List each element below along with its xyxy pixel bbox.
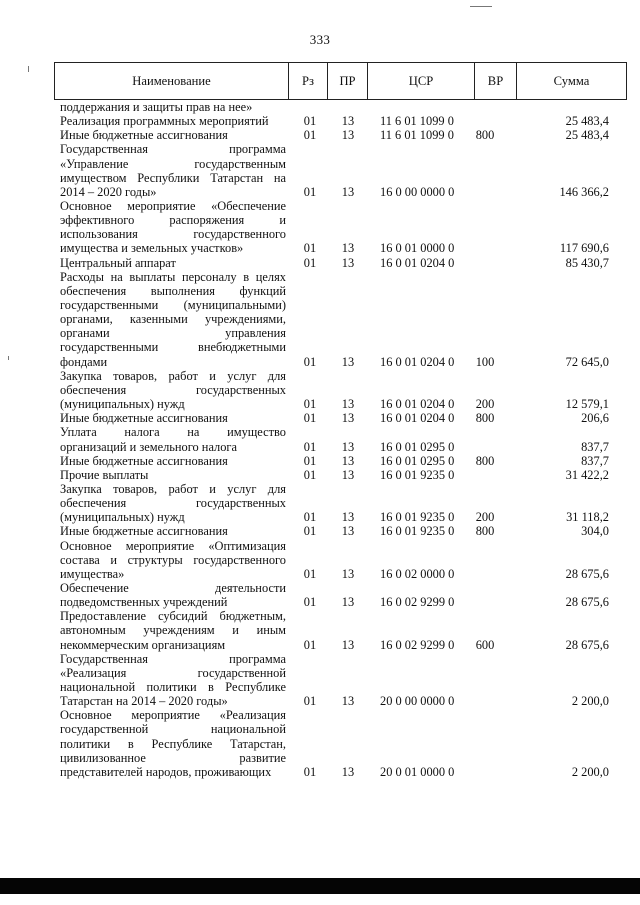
row-csr: 16 0 02 0000 0 <box>380 566 455 581</box>
row-name-line: (муниципальных) нужд <box>60 510 185 525</box>
row-sum: 117 690,6 <box>559 241 609 256</box>
row-name-line: Основное мероприятие «Оптимизация <box>60 538 286 553</box>
row-name-line: имуществом Республики Татарстан на <box>60 170 286 185</box>
row-name-line: Иные бюджетные ассигнования <box>60 411 228 426</box>
table-row <box>0 468 640 482</box>
row-sum: 12 579,1 <box>565 397 609 412</box>
row-csr: 16 0 01 0295 0 <box>380 453 455 468</box>
row-name-line: Иные бюджетные ассигнования <box>60 453 228 468</box>
row-name <box>60 425 286 453</box>
row-name-line: Иные бюджетные ассигнования <box>60 128 228 143</box>
row-name <box>60 708 286 779</box>
row-rz: 01 <box>303 241 317 256</box>
row-rz: 01 <box>303 255 317 270</box>
row-sum: 28 675,6 <box>565 566 609 581</box>
row-pr: 13 <box>341 764 355 779</box>
row-name-line: эффективного распоряжения и <box>60 213 286 228</box>
row-vr: 800 <box>475 128 495 143</box>
row-rz: 01 <box>303 439 317 454</box>
row-vr: 100 <box>475 354 495 369</box>
row-pr: 13 <box>341 128 355 143</box>
row-name <box>60 524 286 538</box>
row-sum: 837,7 <box>581 453 609 468</box>
table-row <box>0 425 640 453</box>
row-rz: 01 <box>303 510 317 525</box>
row-pr: 13 <box>341 184 355 199</box>
row-rz: 01 <box>303 764 317 779</box>
row-name-line: Государственная программа <box>60 142 286 157</box>
row-csr: 16 0 01 9235 0 <box>380 467 455 482</box>
row-sum: 206,6 <box>581 411 609 426</box>
row-rz: 01 <box>303 467 317 482</box>
row-name-line: Государственная программа <box>60 651 286 666</box>
row-name-line: государственными (муниципальными) <box>60 298 286 313</box>
table-row <box>0 114 640 128</box>
row-name-line: Центральный аппарат <box>60 255 176 270</box>
scan-mark <box>470 6 492 7</box>
row-csr: 20 0 01 0000 0 <box>380 764 455 779</box>
row-name <box>60 411 286 425</box>
row-name-line: Татарстан на 2014 – 2020 годы» <box>60 694 228 709</box>
row-sum: 2 200,0 <box>571 764 609 779</box>
row-name <box>60 100 286 114</box>
row-sum: 28 675,6 <box>565 637 609 652</box>
row-name-line: имущества» <box>60 566 125 581</box>
row-name-line: фондами <box>60 354 108 369</box>
page-number: 333 <box>309 32 331 47</box>
header-pr: ПР <box>328 63 368 99</box>
row-vr: 200 <box>475 397 495 412</box>
row-name-line: обеспечения государственных <box>60 382 286 397</box>
row-csr: 16 0 00 0000 0 <box>380 184 455 199</box>
table-row <box>0 708 640 779</box>
row-pr: 13 <box>341 453 355 468</box>
row-vr: 800 <box>475 411 495 426</box>
row-sum: 25 483,4 <box>565 128 609 143</box>
row-name-line: «Реализация государственной <box>60 665 286 680</box>
row-rz: 01 <box>303 694 317 709</box>
row-sum: 304,0 <box>581 524 609 539</box>
row-csr: 20 0 00 0000 0 <box>380 694 455 709</box>
row-name-line: Уплата налога на имущество <box>60 425 286 440</box>
row-sum: 25 483,4 <box>565 114 609 129</box>
header-vr: ВР <box>475 63 517 99</box>
row-rz: 01 <box>303 637 317 652</box>
row-name-line: Реализация программных мероприятий <box>60 114 269 129</box>
row-name <box>60 128 286 142</box>
row-pr: 13 <box>341 114 355 129</box>
row-name <box>60 609 286 651</box>
row-sum: 31 118,2 <box>566 510 609 525</box>
row-name-line: государственными внебюджетными <box>60 340 286 355</box>
row-vr: 200 <box>475 510 495 525</box>
row-pr: 13 <box>341 566 355 581</box>
row-name-line: цивилизованное развитие <box>60 750 286 765</box>
header-rz: Рз <box>289 63 328 99</box>
table-row <box>0 652 640 709</box>
table-row <box>0 142 640 199</box>
row-pr: 13 <box>341 354 355 369</box>
row-name <box>60 482 286 524</box>
row-name <box>60 581 286 609</box>
scan-bottom-border <box>0 878 640 894</box>
header-csr: ЦСР <box>368 63 475 99</box>
row-pr: 13 <box>341 439 355 454</box>
row-name-line: политики в Республике Татарстан, <box>60 736 286 751</box>
table-row <box>0 581 640 609</box>
row-sum: 31 422,2 <box>565 467 609 482</box>
row-rz: 01 <box>303 411 317 426</box>
row-name-line: государственной национальной <box>60 722 286 737</box>
row-sum: 85 430,7 <box>565 255 609 270</box>
table-row <box>0 256 640 270</box>
row-sum: 146 366,2 <box>559 184 609 199</box>
table-row <box>0 482 640 524</box>
row-name-line: подведомственных учреждений <box>60 595 228 610</box>
row-vr: 800 <box>475 453 495 468</box>
row-name-line: органами управления <box>60 326 286 341</box>
row-name <box>60 539 286 581</box>
table-row <box>0 100 640 114</box>
row-vr: 600 <box>475 637 495 652</box>
row-csr: 16 0 01 9235 0 <box>380 510 455 525</box>
row-pr: 13 <box>341 397 355 412</box>
row-name-line: (муниципальных) нужд <box>60 397 185 412</box>
row-name-line: использования государственного <box>60 227 286 242</box>
row-rz: 01 <box>303 354 317 369</box>
row-name <box>60 199 286 256</box>
row-name-line: Обеспечение деятельности <box>60 580 286 595</box>
table-row <box>0 524 640 538</box>
row-name-line: обеспечения государственных <box>60 496 286 511</box>
table-row <box>0 270 640 369</box>
row-name-line: Предоставление субсидий бюджетным, <box>60 609 286 624</box>
row-name-line: 2014 – 2020 годы» <box>60 184 157 199</box>
row-name <box>60 652 286 709</box>
row-pr: 13 <box>341 467 355 482</box>
row-rz: 01 <box>303 453 317 468</box>
row-name <box>60 369 286 411</box>
table-body <box>0 100 640 779</box>
row-rz: 01 <box>303 128 317 143</box>
row-rz: 01 <box>303 184 317 199</box>
row-name <box>60 270 286 369</box>
table-row <box>0 199 640 256</box>
row-csr: 16 0 01 0000 0 <box>380 241 455 256</box>
row-name-line: «Управление государственным <box>60 156 286 171</box>
scan-mark <box>28 66 29 72</box>
row-rz: 01 <box>303 524 317 539</box>
row-name <box>60 468 286 482</box>
row-sum: 28 675,6 <box>565 595 609 610</box>
header-name: Наименование <box>55 63 289 99</box>
row-name-line: состава и структуры государственного <box>60 552 286 567</box>
row-rz: 01 <box>303 397 317 412</box>
row-name-line: Расходы на выплаты персоналу в целях <box>60 269 286 284</box>
row-csr: 16 0 01 0204 0 <box>380 354 455 369</box>
row-name-line: национальной политики в Республике <box>60 679 286 694</box>
row-csr: 16 0 01 9235 0 <box>380 524 455 539</box>
row-pr: 13 <box>341 241 355 256</box>
row-name <box>60 142 286 199</box>
row-name-line: имущества и земельных участков» <box>60 241 244 256</box>
row-pr: 13 <box>341 255 355 270</box>
row-name-line: Основное мероприятие «Обеспечение <box>60 199 286 214</box>
row-rz: 01 <box>303 595 317 610</box>
row-name-line: органами, казенными учреждениями, <box>60 312 286 327</box>
table-header <box>54 62 627 100</box>
row-sum: 72 645,0 <box>565 354 609 369</box>
header-sum: Сумма <box>553 73 590 88</box>
row-rz: 01 <box>303 566 317 581</box>
row-name-line: Прочие выплаты <box>60 467 149 482</box>
table-row <box>0 369 640 411</box>
row-sum: 837,7 <box>581 439 609 454</box>
row-name <box>60 256 286 270</box>
table-row <box>0 411 640 425</box>
row-csr: 16 0 01 0295 0 <box>380 439 455 454</box>
row-name-line: Закупка товаров, работ и услуг для <box>60 481 286 496</box>
row-pr: 13 <box>341 411 355 426</box>
row-name <box>60 114 286 128</box>
row-name-line: обеспечения выполнения функций <box>60 283 286 298</box>
row-pr: 13 <box>341 694 355 709</box>
row-name-line: Закупка товаров, работ и услуг для <box>60 368 286 383</box>
table-row <box>0 128 640 142</box>
row-csr: 11 6 01 1099 0 <box>380 114 454 129</box>
row-name-line: поддержания и защиты прав на нее» <box>60 100 253 114</box>
row-pr: 13 <box>341 524 355 539</box>
row-rz: 01 <box>303 114 317 129</box>
scan-mark <box>8 356 9 360</box>
row-pr: 13 <box>341 595 355 610</box>
row-vr: 800 <box>475 524 495 539</box>
row-pr: 13 <box>341 637 355 652</box>
row-name-line: некоммерческим организациям <box>60 637 226 652</box>
row-name-line: Основное мероприятие «Реализация <box>60 708 286 723</box>
row-csr: 11 6 01 1099 0 <box>380 128 454 143</box>
row-csr: 16 0 02 9299 0 <box>380 595 455 610</box>
row-pr: 13 <box>341 510 355 525</box>
table-row <box>0 609 640 651</box>
row-sum: 2 200,0 <box>571 694 609 709</box>
row-name-line: автономным учреждениям и иным <box>60 623 286 638</box>
row-csr: 16 0 01 0204 0 <box>380 411 455 426</box>
row-name-line: представителей народов, проживающих <box>60 764 272 779</box>
row-csr: 16 0 01 0204 0 <box>380 255 455 270</box>
row-csr: 16 0 01 0204 0 <box>380 397 455 412</box>
row-name-line: организаций и земельного налога <box>60 439 238 454</box>
table-row <box>0 539 640 581</box>
row-name <box>60 454 286 468</box>
table-row <box>0 454 640 468</box>
row-name-line: Иные бюджетные ассигнования <box>60 524 228 539</box>
row-csr: 16 0 02 9299 0 <box>380 637 455 652</box>
